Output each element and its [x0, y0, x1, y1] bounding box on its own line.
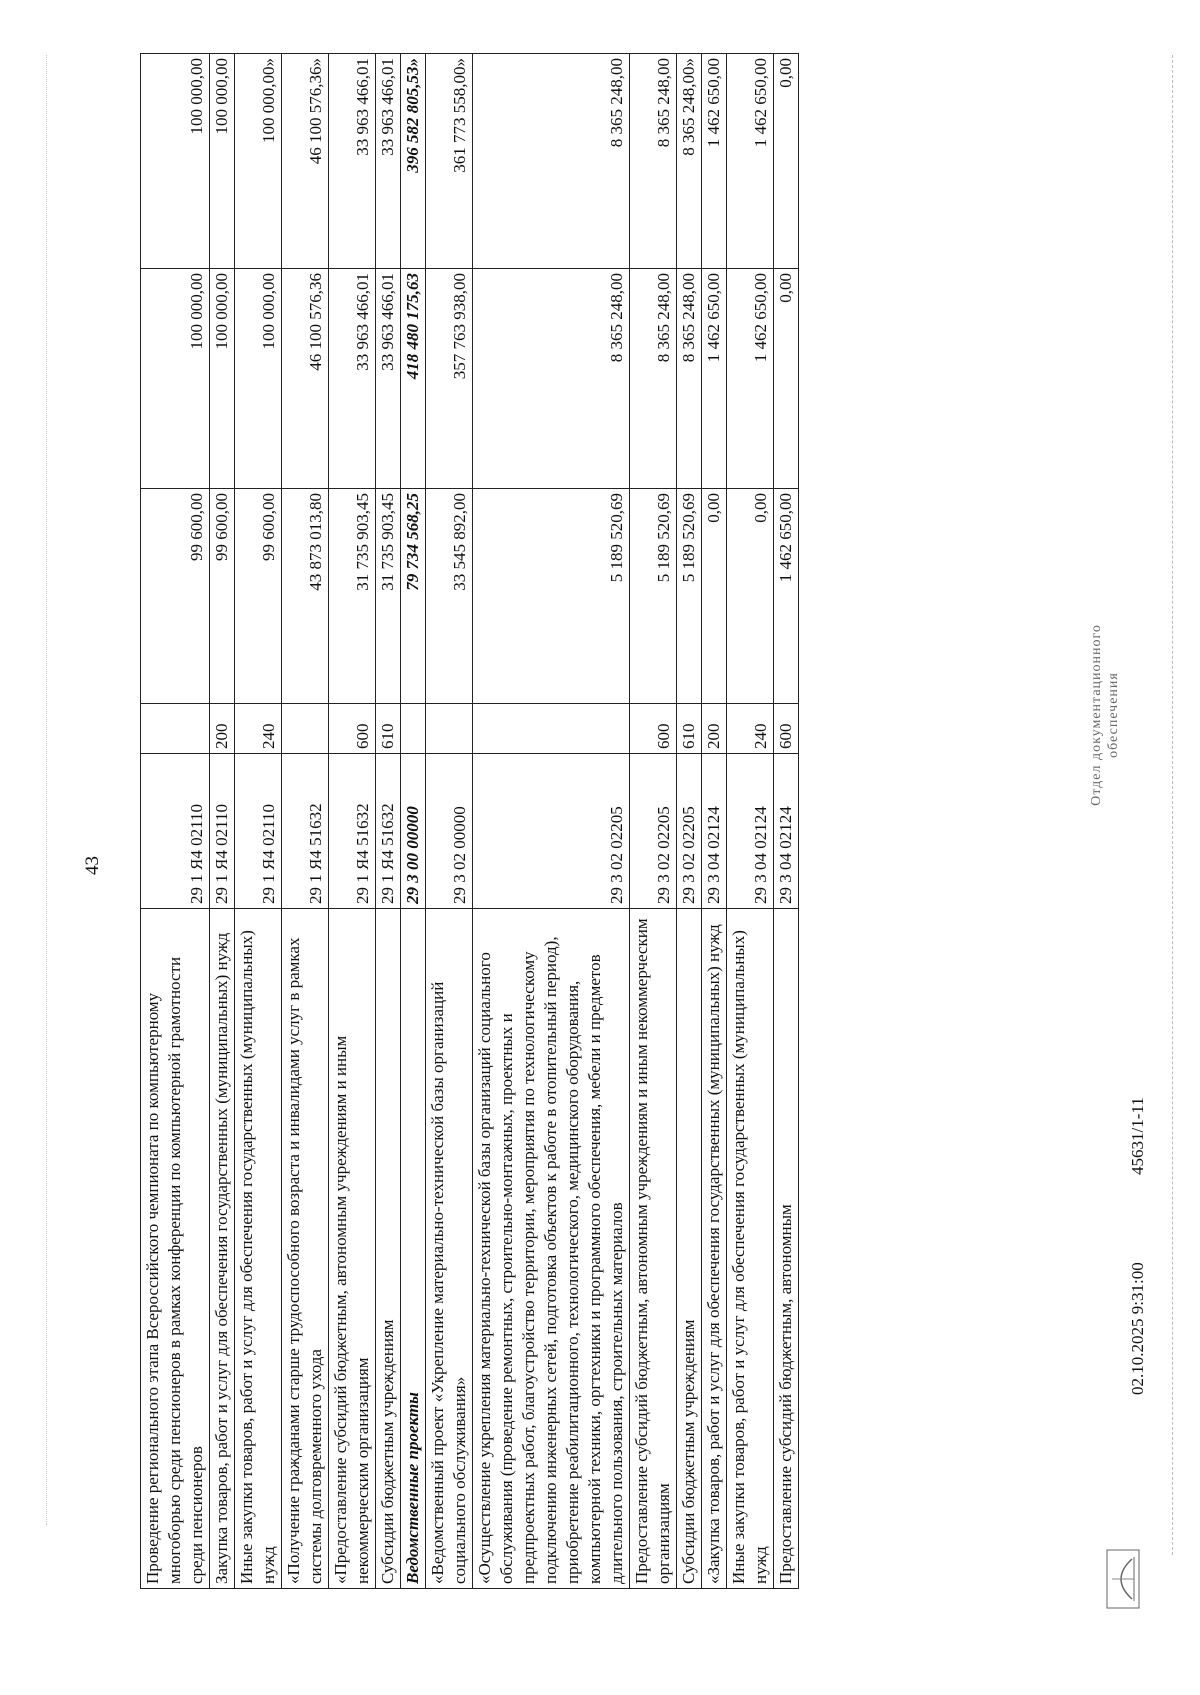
row-value-2025-cell: 79 734 568,25	[401, 489, 426, 704]
table-row	[426, 54, 473, 1589]
table-row	[329, 54, 376, 1589]
row-value-2025-cell: 99 600,00	[141, 489, 210, 704]
scan-artifact-line	[1172, 55, 1174, 1555]
row-code-cell: 29 3 04 02124	[727, 754, 774, 909]
row-name-cell: Ведомственные проекты	[401, 909, 426, 1589]
row-name-cell: Проведение регионального этапа Всероссийского чемпионата по компьютерному многоборью среди пенсионеров в рамках конференции по компьютерной грамотности среди пенсионеров	[141, 909, 210, 1589]
row-value-2025-cell: 0,00	[727, 489, 774, 704]
row-value-2027-cell: 8 365 248,00	[473, 54, 630, 269]
row-name-cell: «Осуществление укрепления материально-технической базы организаций социального обслуживания (проведение ремонтных, строительно-монтажных, проектных и предпроектных работ, благоустройство территории, мероприятия по технологическому подключению инженерных сетей, подготовка объектов к работе в отопительный период), приобретение реабилитационного, технологического, медицинского оборудования, компьютерной техники, оргтехники и программного обеспечения, мебели и предметов длительного пользования, строительных материалов	[473, 909, 630, 1589]
row-value-2026-cell: 357 763 938,00	[426, 269, 473, 489]
row-type-cell: 200	[702, 704, 727, 754]
row-value-2026-cell: 100 000,00	[235, 269, 282, 489]
row-name-cell: «Закупка товаров, работ и услуг для обеспечения государственных (муниципальных) нужд	[702, 909, 727, 1589]
row-value-2027-cell: 8 365 248,00	[630, 54, 677, 269]
budget-table-body	[141, 54, 799, 1589]
row-value-2026-cell: 1 462 650,00	[727, 269, 774, 489]
row-type-cell: 610	[376, 704, 401, 754]
row-value-2027-cell: 46 100 576,36»	[282, 54, 329, 269]
row-name-cell: Иные закупки товаров, работ и услуг для обеспечения государственных (муниципальных) нужд	[727, 909, 774, 1589]
row-name-cell: Субсидии бюджетным учреждениям	[376, 909, 401, 1589]
row-value-2025-cell: 99 600,00	[235, 489, 282, 704]
row-code-cell: 29 1 Я4 51632	[282, 754, 329, 909]
row-code-cell: 29 3 00 00000	[401, 754, 426, 909]
row-code-cell: 29 1 Я4 02110	[235, 754, 282, 909]
department-stamp	[1088, 595, 1122, 835]
table-row	[702, 54, 727, 1589]
row-code-cell: 29 1 Я4 51632	[329, 754, 376, 909]
row-type-cell: 600	[329, 704, 376, 754]
emblem-logo-icon	[1106, 1549, 1140, 1609]
row-type-cell	[473, 704, 630, 754]
table-row	[210, 54, 235, 1589]
row-value-2026-cell: 33 963 466,01	[329, 269, 376, 489]
row-value-2026-cell: 33 963 466,01	[376, 269, 401, 489]
table-row	[677, 54, 702, 1589]
page-number: 43	[82, 856, 103, 875]
row-type-cell: 610	[677, 704, 702, 754]
table-row	[282, 54, 329, 1589]
row-value-2025-cell: 5 189 520,69	[473, 489, 630, 704]
table-row	[141, 54, 210, 1589]
row-value-2026-cell: 46 100 576,36	[282, 269, 329, 489]
row-type-cell: 240	[727, 704, 774, 754]
row-type-cell: 600	[630, 704, 677, 754]
row-code-cell: 29 3 02 00000	[426, 754, 473, 909]
row-type-cell: 600	[774, 704, 799, 754]
footer-date: 02.10.2025 9:31:00	[1128, 1262, 1147, 1395]
row-value-2025-cell: 1 462 650,00	[774, 489, 799, 704]
row-code-cell: 29 3 02 02205	[630, 754, 677, 909]
row-value-2025-cell: 33 545 892,00	[426, 489, 473, 704]
row-code-cell: 29 3 02 02205	[473, 754, 630, 909]
row-value-2025-cell: 0,00	[702, 489, 727, 704]
row-value-2026-cell: 8 365 248,00	[473, 269, 630, 489]
row-value-2026-cell: 100 000,00	[141, 269, 210, 489]
row-value-2026-cell: 418 480 175,63	[401, 269, 426, 489]
row-value-2025-cell: 31 735 903,45	[376, 489, 401, 704]
table-row	[376, 54, 401, 1589]
row-type-cell: 200	[210, 704, 235, 754]
row-value-2027-cell: 1 462 650,00	[727, 54, 774, 269]
row-value-2027-cell: 100 000,00	[210, 54, 235, 269]
row-type-cell: 240	[235, 704, 282, 754]
row-value-2025-cell: 43 873 013,80	[282, 489, 329, 704]
row-name-cell: Предоставление субсидий бюджетным, автономным	[774, 909, 799, 1589]
row-value-2027-cell: 100 000,00	[141, 54, 210, 269]
row-code-cell: 29 3 04 02124	[774, 754, 799, 909]
stamp-line-1: Отдел документационного	[1089, 624, 1104, 806]
budget-table	[140, 53, 799, 1589]
row-value-2027-cell: 8 365 248,00»	[677, 54, 702, 269]
row-code-cell: 29 3 04 02124	[702, 754, 727, 909]
row-value-2026-cell: 8 365 248,00	[630, 269, 677, 489]
stamp-line-2: обеспечения	[1106, 672, 1121, 758]
row-code-cell: 29 3 02 02205	[677, 754, 702, 909]
scan-artifact-line	[46, 55, 48, 1525]
row-name-cell: Предоставление субсидий бюджетным, автономным учреждениям и иным некоммерческим организациям	[630, 909, 677, 1589]
row-name-cell: «Предоставление субсидий бюджетным, автономным учреждениям и иным некоммерческим организациям	[329, 909, 376, 1589]
row-value-2025-cell: 31 735 903,45	[329, 489, 376, 704]
row-code-cell: 29 1 Я4 02110	[141, 754, 210, 909]
row-value-2027-cell: 396 582 805,53»	[401, 54, 426, 269]
table-row	[235, 54, 282, 1589]
row-type-cell	[141, 704, 210, 754]
row-name-cell: Закупка товаров, работ и услуг для обеспечения государственных (муниципальных) нужд	[210, 909, 235, 1589]
row-value-2025-cell: 5 189 520,69	[677, 489, 702, 704]
row-value-2026-cell: 100 000,00	[210, 269, 235, 489]
row-value-2025-cell: 5 189 520,69	[630, 489, 677, 704]
row-name-cell: Иные закупки товаров, работ и услуг для обеспечения государственных (муниципальных) нужд	[235, 909, 282, 1589]
row-value-2026-cell: 8 365 248,00	[677, 269, 702, 489]
table-row	[630, 54, 677, 1589]
row-name-cell: «Получение гражданами старше трудоспособного возраста и инвалидами услуг в рамках системы долговременного ухода	[282, 909, 329, 1589]
row-name-cell: Субсидии бюджетным учреждениям	[677, 909, 702, 1589]
row-value-2026-cell: 0,00	[774, 269, 799, 489]
table-row	[473, 54, 630, 1589]
row-value-2025-cell: 99 600,00	[210, 489, 235, 704]
row-type-cell	[426, 704, 473, 754]
row-value-2027-cell: 1 462 650,00	[702, 54, 727, 269]
row-type-cell	[401, 704, 426, 754]
table-row	[727, 54, 774, 1589]
row-name-cell: «Ведомственный проект «Укрепление материально-технической базы организаций социального обслуживания»	[426, 909, 473, 1589]
row-code-cell: 29 1 Я4 51632	[376, 754, 401, 909]
row-value-2027-cell: 100 000,00»	[235, 54, 282, 269]
footer-doc-code: 45631/1-11	[1128, 1097, 1147, 1175]
row-value-2027-cell: 361 773 558,00»	[426, 54, 473, 269]
table-row	[401, 54, 426, 1589]
row-code-cell: 29 1 Я4 02110	[210, 754, 235, 909]
row-type-cell	[282, 704, 329, 754]
row-value-2026-cell: 1 462 650,00	[702, 269, 727, 489]
row-value-2027-cell: 33 963 466,01	[329, 54, 376, 269]
row-value-2027-cell: 33 963 466,01	[376, 54, 401, 269]
row-value-2027-cell: 0,00	[774, 54, 799, 269]
table-row	[774, 54, 799, 1589]
